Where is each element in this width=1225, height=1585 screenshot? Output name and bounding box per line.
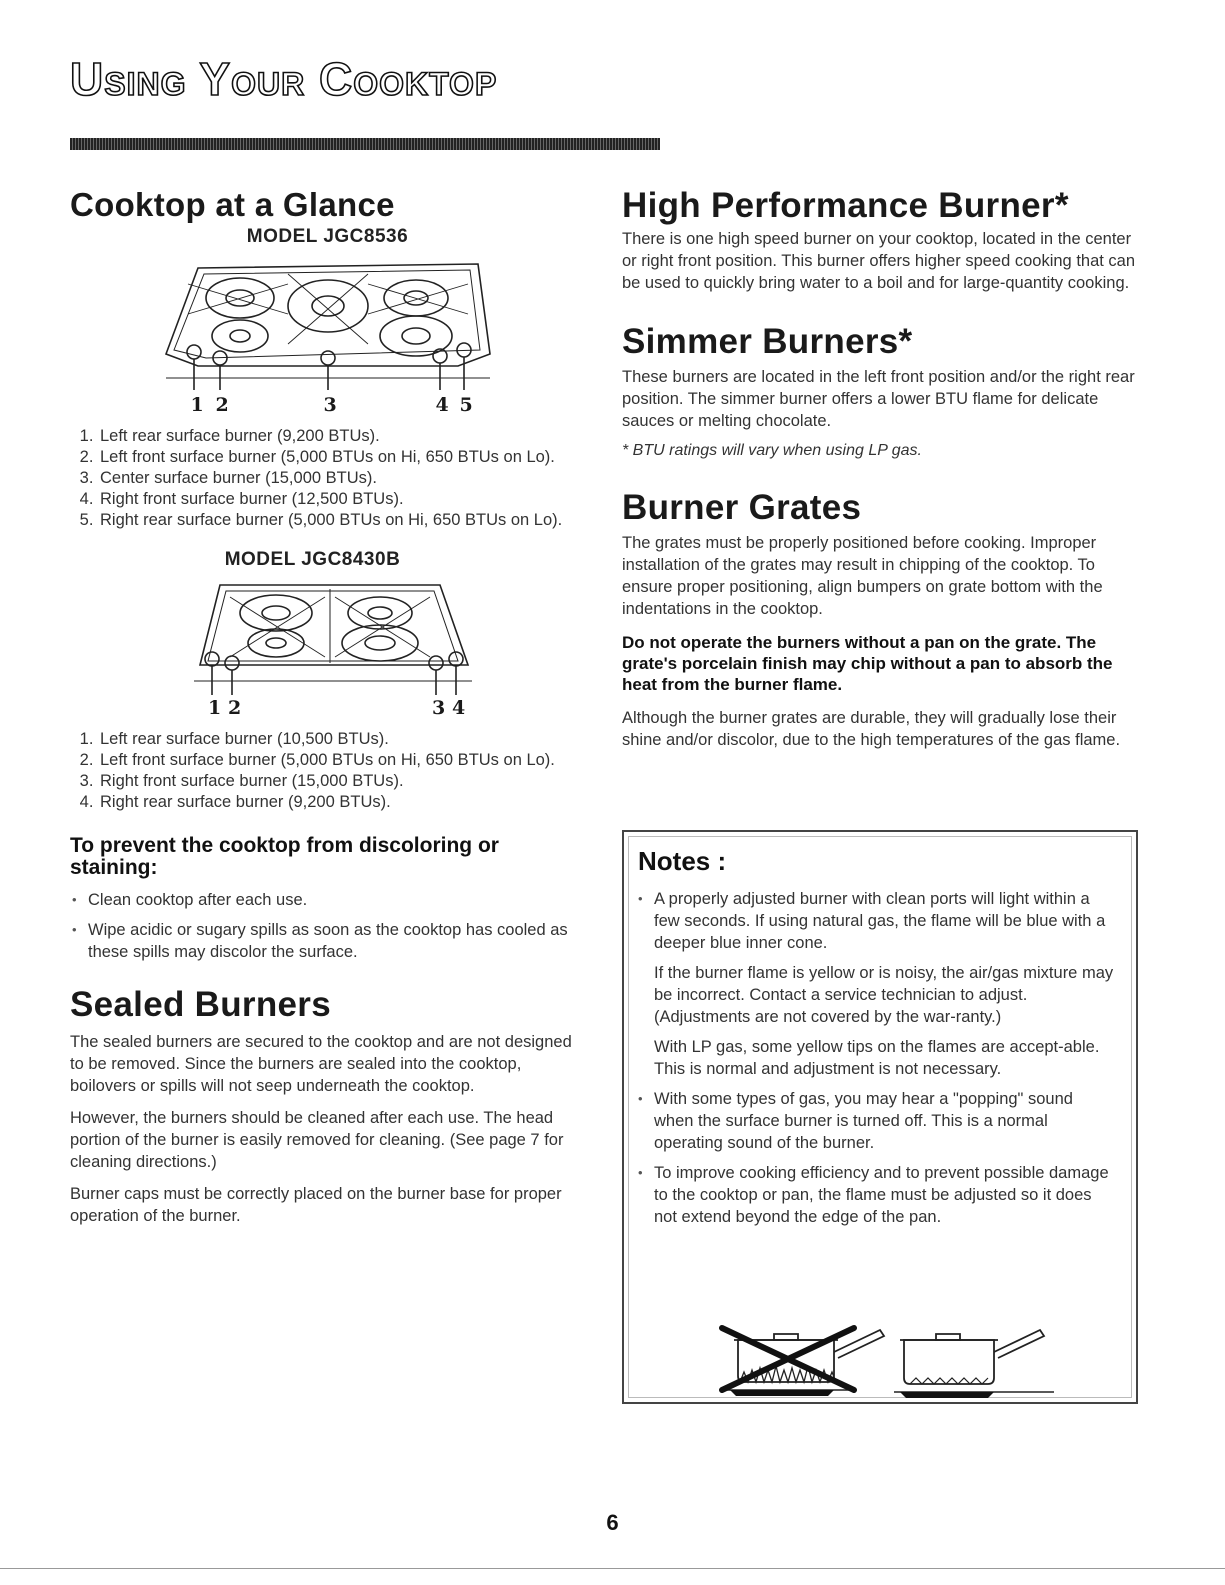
burner-number: 4 — [435, 394, 449, 416]
model-jgc8536-label: MODEL JGC8536 — [246, 226, 409, 247]
cooktop-at-a-glance-heading: Cooktop at a Glance — [70, 186, 395, 223]
notes-list — [634, 888, 1114, 1236]
burner-number: 1 — [190, 394, 204, 416]
burner-grates-heading: Burner Grates — [622, 488, 862, 527]
grate-warning: Do not operate the burners without a pan on the grate. The grate's porcelain finish may chip without a pan to absorb the heat from the burner flame. — [622, 633, 1113, 694]
notes-box — [622, 830, 1138, 1404]
model-jgc8430b-label: MODEL JGC8430B — [224, 549, 401, 570]
cooktop-4-burner-diagram — [180, 577, 480, 697]
right-column — [622, 186, 1142, 751]
burner-number: 3 — [323, 394, 337, 416]
high-performance-text: There is one high speed burner on your cooktop, located in the center or right front position. This burner offers higher speed cooking that can be used to quickly bring water to a boil and for large-quantity cooking. — [622, 230, 1136, 292]
list-item: • To improve cooking efficiency and to prevent possible damage to the cooktop or pan, the flame must be adjusted so it does not extend beyond the edge of the pan. — [634, 1162, 1114, 1228]
burner-number: 5 — [459, 394, 473, 416]
sealed-burners-paragraph: However, the burners should be cleaned after each use. The head portion of the burner is easily removed for cleaning. (See page 7 for cleaning directions.) — [70, 1109, 564, 1171]
list-item: With LP gas, some yellow tips on the flames are accept-able. This is normal and adjustment is not necessary. — [654, 1038, 1100, 1078]
prevent-discoloring-heading: To prevent the cooktop from discoloring or staining: — [70, 834, 499, 879]
sealed-burners-heading: Sealed Burners — [70, 985, 331, 1024]
list-item: 3. Center surface burner (15,000 BTUs). — [98, 468, 585, 489]
list-item: 1. Left rear surface burner (10,500 BTUs). — [98, 729, 585, 750]
list-item: • With some types of gas, you may hear a "popping" sound when the surface burner is turned off. This is a normal operating sound of the burner. — [634, 1088, 1114, 1154]
list-item: 3. Right front surface burner (15,000 BTUs). — [98, 771, 585, 792]
burner-number: 2 — [228, 697, 242, 719]
sealed-burners-paragraph: The sealed burners are secured to the cooktop and are not designed to be removed. Since the burners are sealed into the cooktop, boilovers or spills will not seep underneath the cooktop. — [70, 1033, 572, 1095]
list-item: 2. Left front surface burner (5,000 BTUs on Hi, 650 BTUs on Lo). — [98, 750, 585, 771]
prevent-discoloring-list — [70, 889, 585, 963]
list-item: • A properly adjusted burner with clean ports will light within a few seconds. If using natural gas, the flame will be blue with a deeper blue inner cone. — [634, 888, 1114, 954]
list-item: 4. Right front surface burner (12,500 BTUs). — [98, 489, 585, 510]
list-item: • Clean cooktop after each use. — [70, 889, 585, 911]
btu-footnote: * BTU ratings will vary when using LP gas. — [622, 442, 922, 459]
list-item: 1. Left rear surface burner (9,200 BTUs). — [98, 426, 585, 447]
list-item: 5. Right rear surface burner (5,000 BTUs on Hi, 650 BTUs on Lo). — [98, 510, 585, 531]
left-column — [70, 186, 585, 1227]
model1-burner-list — [70, 426, 585, 531]
model2-burner-numbers — [180, 697, 480, 723]
sealed-burners-paragraph: Burner caps must be correctly placed on the burner base for proper operation of the burner. — [70, 1185, 562, 1225]
high-performance-burner-heading: High Performance Burner* — [622, 186, 1069, 225]
list-item: • Wipe acidic or sugary spills as soon as the cooktop has cooled as these spills may discolor the surface. — [70, 919, 585, 963]
burner-number: 2 — [215, 394, 229, 416]
burner-number: 3 — [432, 697, 446, 719]
page-number: 6 — [606, 1510, 619, 1535]
page-title: Using Your Cooktop — [70, 53, 498, 105]
title-rule — [70, 138, 660, 150]
cooktop-5-burner-diagram — [158, 254, 498, 394]
burner-number: 1 — [208, 697, 222, 719]
burner-grates-text: Although the burner grates are durable, they will gradually lose their shine and/or discolor, due to the high temperatures of the gas flame. — [622, 709, 1121, 749]
burner-grates-text: The grates must be properly positioned before cooking. Improper installation of the grates may result in chipping of the cooktop. To ensure proper positioning, align bumpers on grate bottom with the indentations in the cooktop. — [622, 534, 1103, 618]
burner-number: 4 — [452, 697, 466, 719]
simmer-burners-text: These burners are located in the left front position and/or the right rear position. The simmer burner offers a lower BTU flame for delicate sauces or melting chocolate. — [622, 368, 1135, 430]
model1-burner-numbers — [158, 394, 498, 420]
list-item: 2. Left front surface burner (5,000 BTUs on Hi, 650 BTUs on Lo). — [98, 447, 585, 468]
list-item: 4. Right rear surface burner (9,200 BTUs). — [98, 792, 585, 813]
list-item: If the burner flame is yellow or is noisy, the air/gas mixture may be incorrect. Contact a service technician to adjust. (Adjustments are not covered by the war-ranty.) — [654, 964, 1114, 1026]
bottom-rule — [0, 1568, 1225, 1569]
simmer-burners-heading: Simmer Burners* — [622, 322, 913, 361]
notes-heading: Notes : — [638, 846, 727, 876]
pan-flame-illustration — [704, 1320, 1084, 1400]
model2-burner-list — [70, 729, 585, 813]
